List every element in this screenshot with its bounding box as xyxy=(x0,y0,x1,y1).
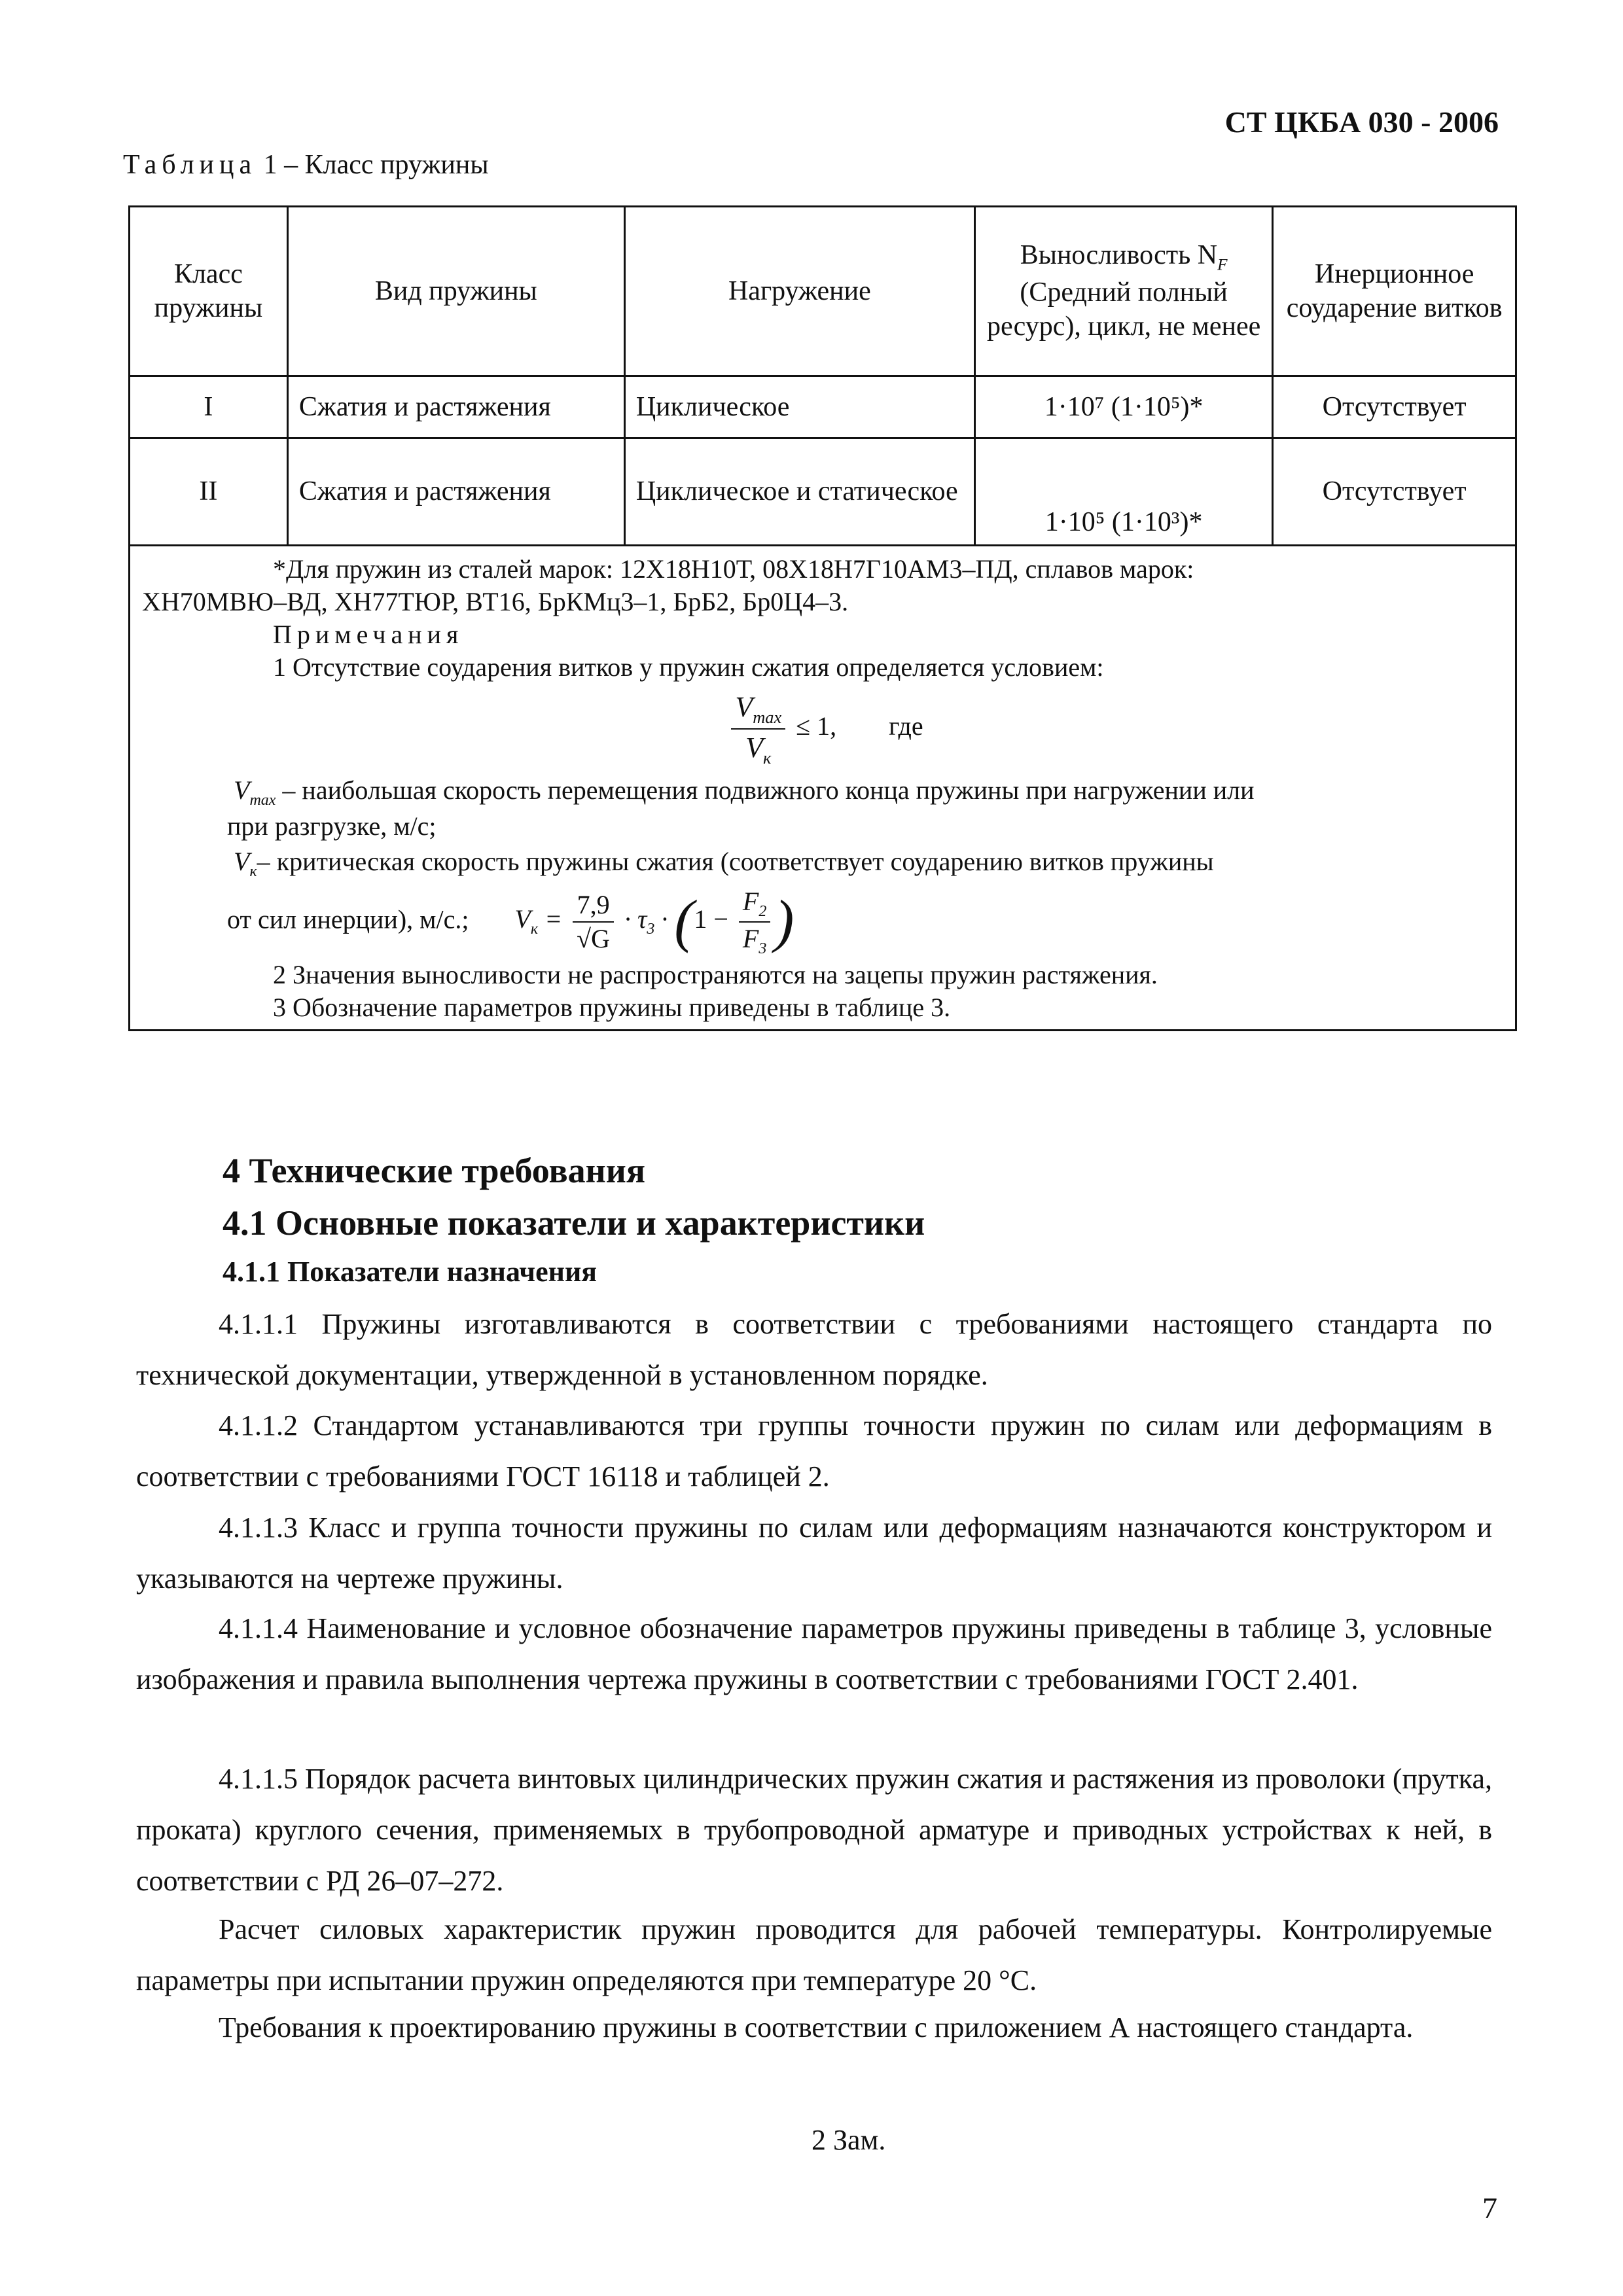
paragraph-4-1-1-5: 4.1.1.5 Порядок расчета винтовых цилиндрических пружин сжатия и растяжения из проволоки (прутка, проката) круглого сечения, применяемых в трубопроводной арматуре и приводных устройствах к ней, в соответствии с РД 26–07–272. xyxy=(136,1763,1492,1897)
vk-definition-cont: от сил инерции), м/с.; xyxy=(227,904,469,934)
header-class: Класс пружины xyxy=(130,207,288,376)
table-row xyxy=(130,376,1516,438)
cell-type: Сжатия и растяжения xyxy=(287,438,624,546)
header-endurance-detail: (Средний полный ресурс), цикл, не менее xyxy=(986,277,1261,342)
cell-impact: Отсутствует xyxy=(1273,376,1516,438)
header-endurance-label: Выносливость N xyxy=(1020,240,1218,271)
paragraph-4-1-1-3: 4.1.1.3 Класс и группа точности пружины по силам или деформациям назначаются конструктором и указываются на чертеже пружины. xyxy=(136,1511,1492,1595)
table-caption-word: Таблица xyxy=(123,150,257,180)
vmax-definition-cont: при разгрузке, м/с; xyxy=(227,811,437,841)
paragraph-force-calc: Расчет силовых характеристик пружин проводится для рабочей температуры. Контролируемые параметры при испытании пружин определяются при температуре 20 °С. xyxy=(136,1913,1492,1996)
header-load: Нагружение xyxy=(624,207,974,376)
vk-fraction: $\frac{7,9}{√G}$ xyxy=(573,889,614,955)
table-row xyxy=(130,438,1516,546)
vk-symbol: $V_к$ xyxy=(234,846,257,880)
paragraph-4-1-1-4: 4.1.1.4 Наименование и условное обозначение параметров пружины приведены в таблице 3, условные изображения и правила выполнения чертежа пружины в соответствии с требованиями ГОСТ 2.401. xyxy=(136,1612,1492,1695)
vmax-symbol: $V_{max}$ xyxy=(234,775,276,809)
paragraph-4-1-1-1: 4.1.1.1 Пружины изготавливаются в соответствии с требованиями настоящего стандарта по технической документации, утвержденной в установленном порядке. xyxy=(136,1308,1492,1391)
footnote-line: *Для пружин из сталей марок: 12Х18Н10Т, 08Х18Н7Г10АМ3–ПД, сплавов марок: xyxy=(273,554,1194,584)
notes-title: Примечания xyxy=(273,620,464,649)
header-type: Вид пружины xyxy=(287,207,624,376)
force-ratio: $\frac{F_2}{F_3}$ xyxy=(739,885,770,959)
table-notes-row xyxy=(130,546,1516,1031)
cell-class: I xyxy=(130,376,288,438)
header-endurance-sub: F xyxy=(1217,256,1228,274)
page-number: 7 xyxy=(1482,2191,1497,2225)
cell-endurance: 1·10⁵ (1·10³)* xyxy=(974,438,1272,546)
vk-formula: $V_к$ = $\frac{7,9}{√G}$ · $\tau_3 \cdot (1$ − $\frac{F_2}{F_3}$ ) xyxy=(514,886,794,957)
vmax-definition-text: – наибольшая скорость перемещения подвижного конца пружины при нагружении или xyxy=(276,775,1255,805)
section-heading-4-1: 4.1 Основные показатели и характеристики xyxy=(223,1203,925,1243)
cell-type: Сжатия и растяжения xyxy=(287,376,624,438)
cell-endurance: 1·10⁷ (1·10⁵)* xyxy=(974,376,1272,438)
paragraph-4-1-1-2: 4.1.1.2 Стандартом устанавливаются три группы точности пружин по силам или деформациям в соответствии с требованиями ГОСТ 16118 и таблицей 2. xyxy=(136,1409,1492,1492)
header-endurance xyxy=(974,207,1272,376)
table-header-row xyxy=(130,207,1516,376)
section-heading-4: 4 Технические требования xyxy=(223,1151,646,1190)
cell-load: Циклическое и статическое xyxy=(624,438,974,546)
document-code: СТ ЦКБА 030 - 2006 xyxy=(1224,105,1499,139)
change-note: 2 Зам. xyxy=(812,2124,886,2156)
footnote-line: ХН70МВЮ–ВД, ХН77ТЮР, ВТ16, БрКМц3–1, БрБ2, Бр0Ц4–3. xyxy=(142,587,849,616)
vk-definition xyxy=(142,845,1508,881)
table-notes xyxy=(130,546,1516,1031)
section-heading-4-1-1: 4.1.1 Показатели назначения xyxy=(223,1256,597,1288)
condition-rhs: ≤ 1, xyxy=(796,711,837,741)
table-caption-title: 1 – Класс пружины xyxy=(257,150,489,180)
vk-formula-line xyxy=(142,885,1508,959)
cell-impact: Отсутствует xyxy=(1273,438,1516,546)
note-2: 2 Значения выносливости не распространяются на зацепы пружин растяжения. xyxy=(273,960,1158,990)
table-caption xyxy=(123,149,489,181)
vmax-definition xyxy=(142,774,1508,810)
note-1: 1 Отсутствие соударения витков у пружин сжатия определяется условием: xyxy=(273,652,1104,682)
paragraph-design-req: Требования к проектированию пружины в соответствии с приложением А настоящего стандарта. xyxy=(219,2011,1414,2043)
note-3: 3 Обозначение параметров пружины приведены в таблице 3. xyxy=(273,993,951,1023)
condition-where: где xyxy=(889,711,923,741)
cell-class: II xyxy=(130,438,288,546)
impact-condition-formula xyxy=(142,689,1508,769)
vk-definition-text: – критическая скорость пружины сжатия (соответствует соударению витков пружины xyxy=(257,846,1214,876)
header-impact: Инерционное соударение витков xyxy=(1273,207,1516,376)
spring-class-table xyxy=(128,205,1517,1031)
condition-fraction: $\frac{V_{max}}{V_к}$ xyxy=(731,689,785,769)
cell-load: Циклическое xyxy=(624,376,974,438)
